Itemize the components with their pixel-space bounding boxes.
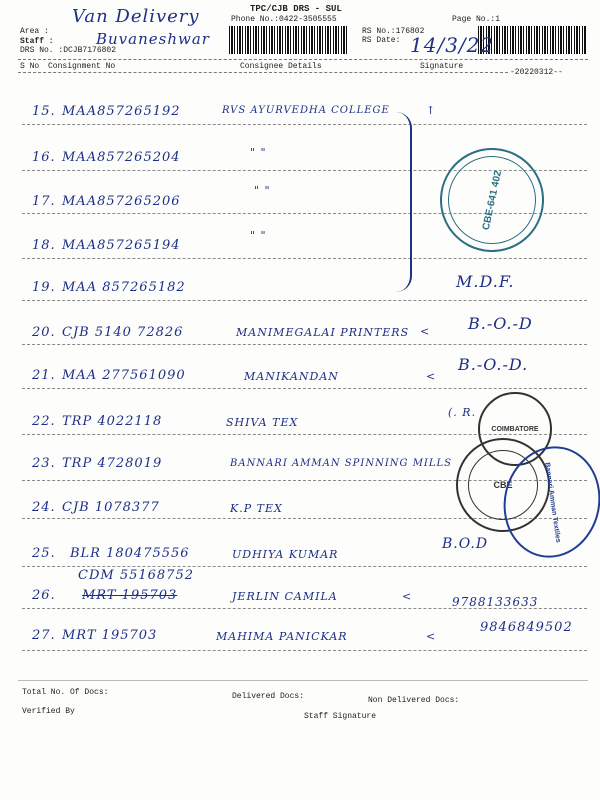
- col-sno: S No: [20, 62, 40, 71]
- staff-label: Staff :: [20, 37, 54, 46]
- non-delivered-docs-label: Non Delivered Docs:: [368, 696, 460, 705]
- row-separator: [22, 124, 587, 125]
- header-rule-top: [18, 59, 588, 60]
- signature-mark: B.-O.-D.: [458, 355, 529, 374]
- brace-mark: [396, 112, 412, 292]
- consignment-number: MAA857265204: [62, 150, 181, 165]
- footer-rule: [18, 680, 588, 681]
- row-number: 19.: [32, 280, 56, 295]
- col-consignment: Consignment No: [48, 62, 116, 71]
- row-number: 27.: [32, 628, 56, 643]
- consignment-number: MAA857265206: [62, 194, 181, 209]
- consignee-name: BANNARI AMMAN SPINNING MILLS: [230, 458, 453, 469]
- row-separator: [22, 650, 587, 651]
- row-separator: [22, 608, 587, 609]
- row-mark: <: [426, 630, 437, 643]
- row-mark: <: [420, 325, 431, 338]
- stamp-text: CBE-641 402: [480, 169, 504, 231]
- row-number: 22.: [32, 414, 56, 429]
- stamp-text: COIMBATORE: [491, 425, 539, 433]
- consignee-name: RVS AYURVEDHA COLLEGE: [222, 105, 390, 116]
- consignment-number: CJB 5140 72826: [62, 325, 184, 340]
- rs-number: RS No.:176802: [362, 27, 425, 36]
- row-mark: <: [402, 590, 413, 603]
- verified-by-label: Verified By: [22, 707, 75, 716]
- row-separator: [22, 300, 587, 301]
- consignment-number: MAA857265194: [62, 238, 181, 253]
- rs-date-label: RS Date:: [362, 36, 401, 45]
- consignee-name: UDHIYA KUMAR: [232, 548, 339, 561]
- col-signature: Signature: [420, 62, 464, 71]
- consignment-number: MAA 277561090: [62, 368, 186, 383]
- struck-consignment: MRT 195703: [82, 588, 178, 603]
- page-number: Page No.:1: [452, 15, 501, 24]
- header-rule-bottom: [18, 72, 508, 73]
- consignee-name: K.P TEX: [230, 502, 283, 515]
- signature-mark: 9788133633: [452, 595, 539, 609]
- consignment-number: CJB 1078377: [62, 500, 160, 515]
- row-separator: [22, 566, 587, 567]
- row-separator: [22, 388, 587, 389]
- consignee-name: MAHIMA PANICKAR: [216, 630, 348, 643]
- handwritten-staff: Buvaneshwar: [96, 30, 210, 48]
- consignment-number: MRT 195703: [62, 628, 158, 643]
- staff-signature-label: Staff Signature: [304, 712, 377, 721]
- consignee-name: JERLIN CAMILA: [232, 590, 338, 603]
- consignee-name: MANIKANDAN: [244, 370, 339, 383]
- handwritten-area: Van Delivery: [72, 6, 200, 27]
- signature-mark: M.D.F.: [456, 272, 515, 291]
- consignment-number: MAA857265192: [62, 104, 181, 119]
- barcode-left: [229, 26, 349, 54]
- consignment-number: TRP 4728019: [62, 456, 163, 471]
- consignment-number: TRP 4022118: [62, 414, 163, 429]
- row-number: 23.: [32, 456, 56, 471]
- row-separator: [22, 344, 587, 345]
- row-number: 16.: [32, 150, 56, 165]
- consignee-name: " ": [254, 184, 271, 197]
- row-number: 15.: [32, 104, 56, 119]
- consignment-number: CDM 55168752: [78, 568, 194, 583]
- stamp-text: Bannari Amman Textiles: [542, 461, 562, 543]
- consignee-name: SHIVA TEX: [226, 416, 299, 429]
- route-title: TPC/CJB DRS - SUL: [250, 4, 342, 14]
- consignment-number: BLR 180475556: [70, 546, 190, 561]
- handwritten-date: 14/3/22: [410, 33, 495, 57]
- row-mark: <: [426, 370, 437, 383]
- row-number: 17.: [32, 194, 56, 209]
- drs-number: DRS No. :DCJB7176802: [20, 46, 117, 55]
- consignment-number: MAA 857265182: [62, 280, 186, 295]
- signature-mark: 9846849502: [480, 620, 573, 635]
- col-consignee: Consignee Details: [240, 62, 322, 71]
- col-date-tag: -20220312--: [510, 68, 563, 77]
- consignee-name: " ": [250, 229, 267, 242]
- row-separator: [22, 258, 587, 259]
- row-mark: (. R.: [448, 406, 477, 419]
- row-number: 18.: [32, 238, 56, 253]
- total-docs-label: Total No. Of Docs:: [22, 688, 109, 697]
- stamp-text: CBE: [493, 480, 513, 490]
- consignee-name: " ": [250, 146, 267, 159]
- row-number: 26.: [32, 588, 56, 603]
- row-number: 24.: [32, 500, 56, 515]
- phone-number: Phone No.:0422-3505555: [231, 15, 337, 24]
- signature-mark: B.O.D: [442, 536, 489, 552]
- consignee-name: MANIMEGALAI PRINTERS: [236, 326, 410, 339]
- signature-mark: B.-O.-D: [468, 314, 533, 333]
- row-mark: ↑: [426, 104, 437, 117]
- row-number: 20.: [32, 325, 56, 340]
- row-number: 21.: [32, 368, 56, 383]
- ayurveda-college-stamp: [426, 134, 557, 265]
- barcode-right: [478, 26, 586, 54]
- delivered-docs-label: Delivered Docs:: [232, 692, 305, 701]
- row-number: 25.: [32, 546, 56, 561]
- area-label: Area :: [20, 27, 49, 36]
